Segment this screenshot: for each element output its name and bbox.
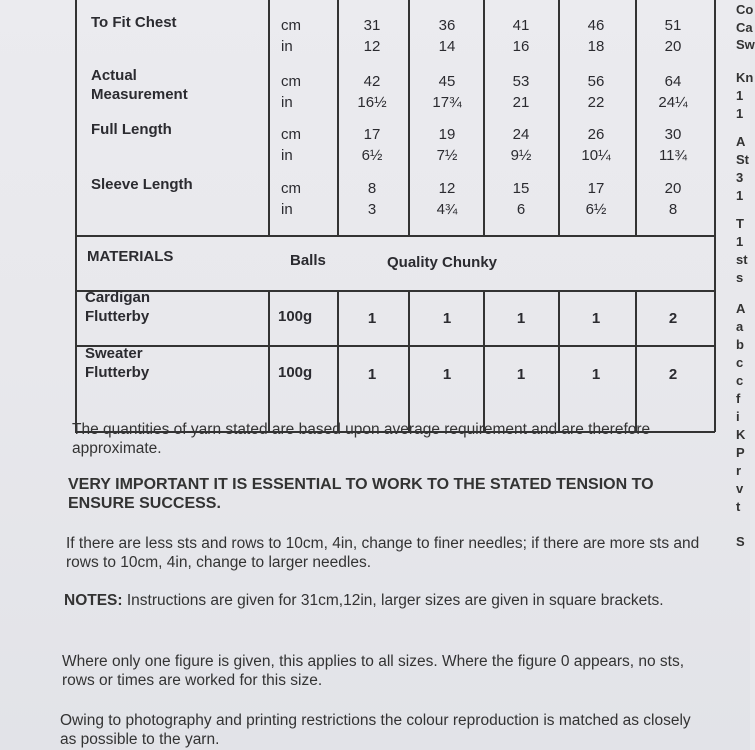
unit-label: in <box>281 94 293 111</box>
size-value: 6½ <box>361 147 383 164</box>
size-value: 42 <box>363 73 381 90</box>
table-col-line <box>75 0 77 432</box>
size-value: 6 <box>516 201 526 218</box>
size-value: 6½ <box>585 201 607 218</box>
table-col-line <box>558 0 560 235</box>
size-value: 41 <box>512 17 530 34</box>
material-item-name: Sweater Flutterby <box>85 345 150 381</box>
cropped-column-text: c <box>736 355 744 370</box>
size-value: 51 <box>664 17 682 34</box>
size-value: 11¾ <box>658 147 688 164</box>
cropped-column-text: st <box>736 252 748 267</box>
quality-label: Quality Chunky <box>387 254 498 271</box>
table-col-line <box>337 290 339 432</box>
cropped-column-text: K <box>736 427 746 442</box>
unit-label: in <box>281 201 293 218</box>
size-value: 17 <box>363 126 381 143</box>
ball-count: 1 <box>442 310 452 327</box>
cropped-column-text: b <box>736 337 744 352</box>
ball-count: 1 <box>442 366 452 383</box>
size-value: 16 <box>512 38 530 55</box>
size-value: 20 <box>664 38 682 55</box>
size-value: 12 <box>363 38 381 55</box>
size-value: 45 <box>438 73 456 90</box>
ball-count: 1 <box>516 366 526 383</box>
size-row-label: Sleeve Length <box>91 176 193 193</box>
balls-label: Balls <box>290 252 326 269</box>
photo-note: Owing to photography and printing restrictions the colour reproduction is matched as closely as possible to the yarn. <box>60 712 691 748</box>
table-col-line <box>483 0 485 235</box>
ball-count: 1 <box>591 310 601 327</box>
yarn-note: The quantities of yarn stated are based upon average requirement and are therefore approximate. <box>72 421 651 457</box>
adjacent-column-text <box>736 0 755 750</box>
cropped-column-text: v <box>736 481 744 496</box>
unit-label: in <box>281 147 293 164</box>
cropped-column-text: P <box>736 445 745 460</box>
material-weight: 100g <box>278 308 313 325</box>
cropped-column-text: a <box>736 319 744 334</box>
cropped-column-text: A <box>736 301 746 316</box>
cropped-column-text: Kn <box>736 70 754 85</box>
cropped-column-text: St <box>736 152 749 167</box>
notes-label: NOTES: <box>64 592 123 609</box>
cropped-column-text: T <box>736 216 744 231</box>
table-col-line <box>408 0 410 235</box>
table-row-line <box>75 290 715 292</box>
size-value: 46 <box>587 17 605 34</box>
size-value: 10¼ <box>581 147 611 164</box>
cropped-column-text: 1 <box>736 188 744 203</box>
size-value: 53 <box>512 73 530 90</box>
ball-count: 2 <box>668 366 678 383</box>
unit-label: in <box>281 38 293 55</box>
size-value: 64 <box>664 73 682 90</box>
unit-label: cm <box>281 73 301 90</box>
tension-warning: VERY IMPORTANT IT IS ESSENTIAL TO WORK TO THE STATED TENSION TO ENSURE SUCCESS. <box>68 476 654 512</box>
tension-note: If there are less sts and rows to 10cm, 4in, change to finer needles; if there are more sts and rows to 10cm, 4in, change to larger needles. <box>66 535 700 571</box>
cropped-column-text: Sw <box>736 37 755 52</box>
size-value: 56 <box>587 73 605 90</box>
table-col-line <box>337 0 339 235</box>
materials-heading: MATERIALS <box>87 248 174 265</box>
size-row-label: Full Length <box>91 121 172 138</box>
cropped-column-text: Co <box>736 2 754 17</box>
cropped-column-text: A <box>736 134 746 149</box>
size-value: 22 <box>587 94 605 111</box>
size-value: 8 <box>668 201 678 218</box>
size-value: 8 <box>367 180 377 197</box>
material-item-name: Cardigan Flutterby <box>85 289 151 325</box>
cropped-column-text: t <box>736 499 741 514</box>
notes-paragraph <box>64 591 684 610</box>
table-row-line <box>75 345 715 347</box>
table-col-line <box>483 290 485 432</box>
size-value: 15 <box>512 180 530 197</box>
table-col-line <box>635 0 637 235</box>
cropped-column-text: 3 <box>736 170 744 185</box>
size-value: 14 <box>438 38 456 55</box>
size-value: 16½ <box>357 94 387 111</box>
size-value: 31 <box>363 17 381 34</box>
table-col-line <box>408 290 410 432</box>
size-value: 26 <box>587 126 605 143</box>
size-value: 18 <box>587 38 605 55</box>
size-value: 24¼ <box>658 94 688 111</box>
cropped-column-text: 1 <box>736 106 744 121</box>
unit-label: cm <box>281 126 301 143</box>
size-value: 4¾ <box>436 201 458 218</box>
table-col-line <box>635 290 637 432</box>
ball-count: 1 <box>367 310 377 327</box>
size-value: 24 <box>512 126 530 143</box>
cropped-column-text: f <box>736 391 741 406</box>
cropped-column-text: 1 <box>736 234 744 249</box>
size-value: 17¾ <box>432 94 462 111</box>
cropped-column-text: i <box>736 409 740 424</box>
cropped-column-text: r <box>736 463 742 478</box>
size-value: 20 <box>664 180 682 197</box>
unit-label: cm <box>281 17 301 34</box>
size-row-label: Actual Measurement <box>91 67 188 103</box>
size-value: 30 <box>664 126 682 143</box>
size-value: 12 <box>438 180 456 197</box>
size-value: 7½ <box>436 147 458 164</box>
ball-count: 1 <box>591 366 601 383</box>
table-col-line <box>268 290 270 432</box>
cropped-column-text: c <box>736 373 744 388</box>
size-value: 36 <box>438 17 456 34</box>
table-col-line <box>268 0 270 235</box>
cropped-column-text: s <box>736 270 744 285</box>
cropped-column-text: Ca <box>736 20 753 35</box>
cropped-column-text: 1 <box>736 88 744 103</box>
table-right-border <box>714 0 716 432</box>
size-row-label: To Fit Chest <box>91 14 177 31</box>
size-value: 9½ <box>510 147 532 164</box>
notes-text: Instructions are given for 31cm,12in, larger sizes are given in square brackets. <box>122 592 664 609</box>
size-value: 21 <box>512 94 530 111</box>
ball-count: 1 <box>367 366 377 383</box>
figure-note: Where only one figure is given, this applies to all sizes. Where the figure 0 appears, no sts, rows or times are worked for this size. <box>62 653 685 689</box>
size-table <box>75 0 715 432</box>
ball-count: 1 <box>516 310 526 327</box>
table-col-line <box>558 290 560 432</box>
size-value: 19 <box>438 126 456 143</box>
table-row-line <box>75 235 715 237</box>
unit-label: cm <box>281 180 301 197</box>
size-value: 3 <box>367 201 377 218</box>
size-value: 17 <box>587 180 605 197</box>
cropped-column-text: S <box>736 534 745 549</box>
ball-count: 2 <box>668 310 678 327</box>
material-weight: 100g <box>278 364 313 381</box>
